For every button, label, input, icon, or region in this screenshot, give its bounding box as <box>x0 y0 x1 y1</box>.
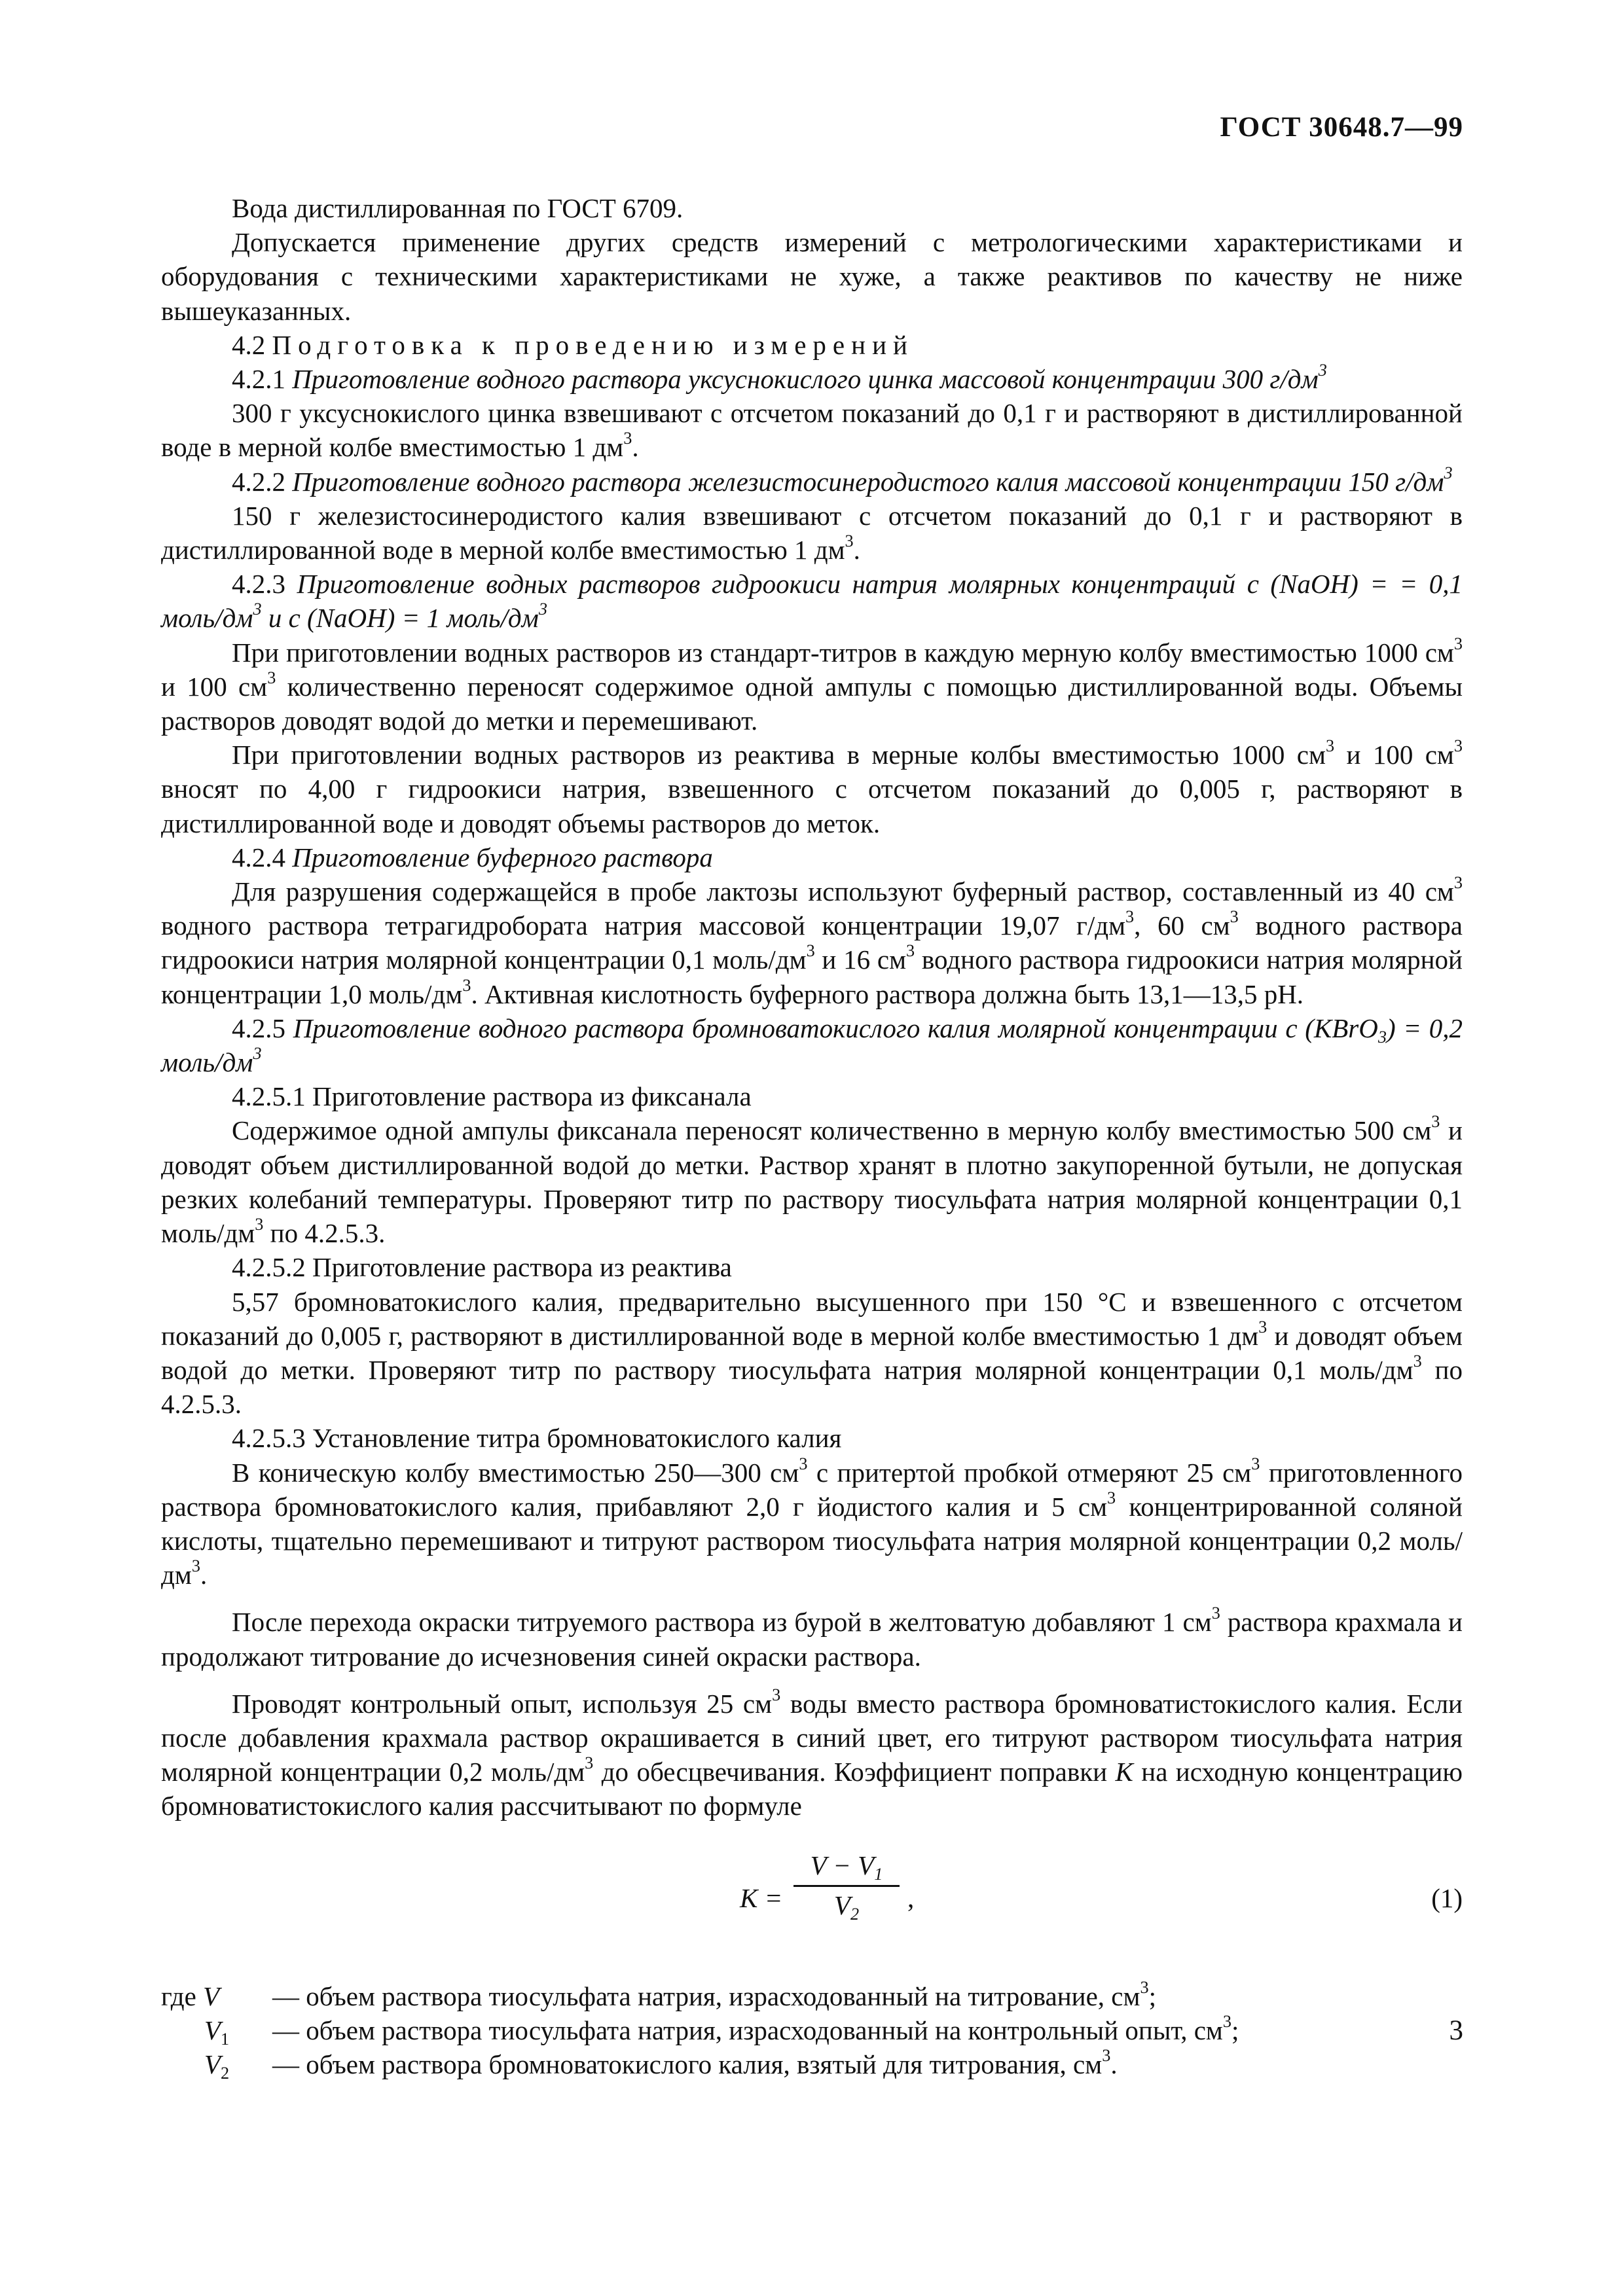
page-number: 3 <box>1449 2015 1463 2046</box>
paragraph: 5,57 бромноватокислого калия, предварительно высушенного при 150 °С и взвешенного с отсчетом показаний до 0,005 г, растворяют в дистиллированной воде в мерной колбе вместимостью 1 $дм^3$ и доводят объем водой до метки. Проверяют титр по раствору тиосульфата натрия молярной концентрации 0,1 моль/$дм^3$ по 4.2.5.3. <box>161 1286 1463 1420</box>
formula-definitions <box>161 1979 1463 2081</box>
section-heading-4-2-5-3: 4.2.5.3 Установление титра бромноватокислого калия <box>232 1423 842 1454</box>
document-code-header: ГОСТ 30648.7—99 <box>1220 112 1463 143</box>
definition-row: $V_1$ — объем раствора тиосульфата натрия, израсходованный на контрольный опыт, $см^3$; <box>204 2011 1239 2049</box>
section-title: Приготовление буферного раствора <box>292 842 713 872</box>
section-title: Приготовление водного раствора уксуснокислого цинка массовой концентрации 300 $г/дм^3$ <box>292 361 1327 395</box>
document-body <box>161 191 1463 2081</box>
section-heading-4-2-1: 4.2.1 Приготовление водного раствора уксуснокислого цинка массовой концентрации 300 $г/дм^3$ <box>232 361 1327 395</box>
paragraph: 150 г железистосинеродистого калия взвешивают с отсчетом показаний до 0,1 г и растворяют в дистиллированной воде в мерной колбе вместимостью 1 $дм^3$. <box>161 500 1463 565</box>
section-heading-4-2-5-1: 4.2.5.1 Приготовление раствора из фиксанала <box>232 1081 752 1112</box>
formula-number: (1) <box>1431 1882 1463 1913</box>
formula-1: K = $\frac{V - V_1}{V_2}$ , (1) <box>161 1846 1463 1953</box>
paragraph: Вода дистиллированная по ГОСТ 6709. <box>232 193 684 223</box>
formula-fraction <box>793 1848 900 1922</box>
section-title: Приготовление водного раствора бромноватокислого калия молярной концентрации с (KBrO$_3$) = 0,2 моль/$дм^3$ <box>161 1013 1463 1078</box>
paragraph: После перехода окраски титруемого раствора из бурой в желтоватую добавляют 1 $см^3$ раствора крахмала и продолжают титрование до исчезновения синей окраски раствора. <box>161 1604 1463 1672</box>
formula-lhs: K = <box>740 1882 783 1913</box>
paragraph: В коническую колбу вместимостью 250—300 $см^3$ с притертой пробкой отмеряют 25 $см^3$ приготовленного раствора бромноватокислого калия, прибавляют 2,0 г йодистого калия и 5 $см^3$ концентрированной соляной кислоты, тщательно перемешивают и титруют раствором тиосульфата натрия молярной концентрации 0,2 моль/$дм^3$. <box>161 1454 1463 1590</box>
section-heading-4-2-5-2: 4.2.5.2 Приготовление раствора из реактива <box>232 1252 732 1283</box>
paragraph: 300 г уксуснокислого цинка взвешивают с отсчетом показаний до 0,1 г и растворяют в дистиллированной воде в мерной колбе вместимостью 1 $дм^3$. <box>161 398 1463 463</box>
definition-row: где V — объем раствора тиосульфата натрия, израсходованный на титрование, $см^3$; <box>161 1977 1156 2011</box>
paragraph: При приготовлении водных растворов из реактива в мерные колбы вместимостью 1000 $см^3$ и 100 $см^3$ вносят по 4,00 г гидроокиси натрия, взвешенного с отсчетом показаний до 0,005 г, растворяют в дистиллированной воде и доводят объемы растворов до меток. <box>161 736 1463 838</box>
formula-denominator: $V_2$ <box>833 1890 860 1924</box>
paragraph: Содержимое одной ампулы фиксанала переносят количественно в мерную колбу вместимостью 500 $см^3$ и доводят объем дистиллированной водой до метки. Раствор хранят в плотно закупоренной бутыли, не допуская резких колебаний температуры. Проверяют титр по раствору тиосульфата натрия молярной концентрации 0,1 моль/$дм^3$ по 4.2.5.3. <box>161 1112 1463 1249</box>
section-heading-4-2-5: 4.2.5 Приготовление водного раствора бромноватокислого калия молярной концентрации с (KBrO$_3$) = 0,2 моль/$дм^3$ <box>161 1013 1463 1078</box>
section-title: Приготовление раствора из реактива <box>312 1252 732 1283</box>
section-title: Приготовление водных растворов гидроокиси натрия молярных концентраций с (NaOH) = = 0,1 моль/$дм^3$ и с (NaOH) = 1 моль/$дм^3$ <box>161 569 1463 634</box>
section-heading-4-2-3: 4.2.3 Приготовление водных растворов гидроокиси натрия молярных концентраций с (NaOH) = = 0,1 моль/$дм^3$ и с (NaOH) = 1 моль/$дм^3$ <box>161 569 1463 634</box>
section-heading-4-2-4: 4.2.4 Приготовление буферного раствора <box>232 842 713 872</box>
paragraph: При приготовлении водных растворов из стандарт-титров в каждую мерную колбу вместимостью 1000 $см^3$ и 100 $см^3$ количественно переносят содержимое одной ампулы с помощью дистиллированной воды. Объемы растворов доводят водой до метки и перемешивают. <box>161 634 1463 736</box>
section-title: Приготовление раствора из фиксанала <box>312 1081 752 1112</box>
section-title: Установление титра бромноватокислого калия <box>312 1423 842 1454</box>
section-title: Приготовление водного раствора железистосинеродистого калия массовой концентрации 150 $г/дм^3$ <box>292 463 1453 497</box>
paragraph: Для разрушения содержащейся в пробе лактозы используют буферный раствор, составленный из 40 $см^3$ водного раствора тетрагидробората натрия массовой концентрации 19,07 $г/дм^3$, 60 $см^3$ водного раствора гидроокиси натрия молярной концентрации 0,1 моль/$дм^3$ и 16 $см^3$ водного раствора гидроокиси натрия молярной концентрации 1,0 моль/$дм^3$. Активная кислотность буферного раствора должна быть 13,1—13,5 pH. <box>161 873 1463 1009</box>
paragraph: Допускается применение других средств измерений с метрологическими характеристиками и оборудования с техническими характеристиками не хуже, а также реактивов по качеству не ниже вышеуказанных. <box>161 227 1463 326</box>
section-heading-4-2: 4.2 Подготовка к проведению измерений <box>232 329 914 360</box>
paragraph: Проводят контрольный опыт, используя 25 $см^3$ воды вместо раствора бромноватистокислого калия. Если после добавления крахмала раствор окрашивается в синий цвет, его титруют раствором тиосульфата натрия молярной концентрации 0,2 моль/$дм^3$ до обесцвечивания. Коэффициент поправки K на исходную концентрацию бромноватистокислого калия рассчитывают по формуле <box>161 1685 1463 1821</box>
section-title: Подготовка к проведению измерений <box>272 329 914 360</box>
definition-row: $V_2$ — объем раствора бромноватокислого калия, взятый для титрования, $см^3$. <box>204 2045 1118 2083</box>
section-heading-4-2-2: 4.2.2 Приготовление водного раствора железистосинеродистого калия массовой концентрации 150 $г/дм^3$ <box>232 463 1453 497</box>
formula-numerator: $V - V_1$ <box>793 1848 900 1887</box>
